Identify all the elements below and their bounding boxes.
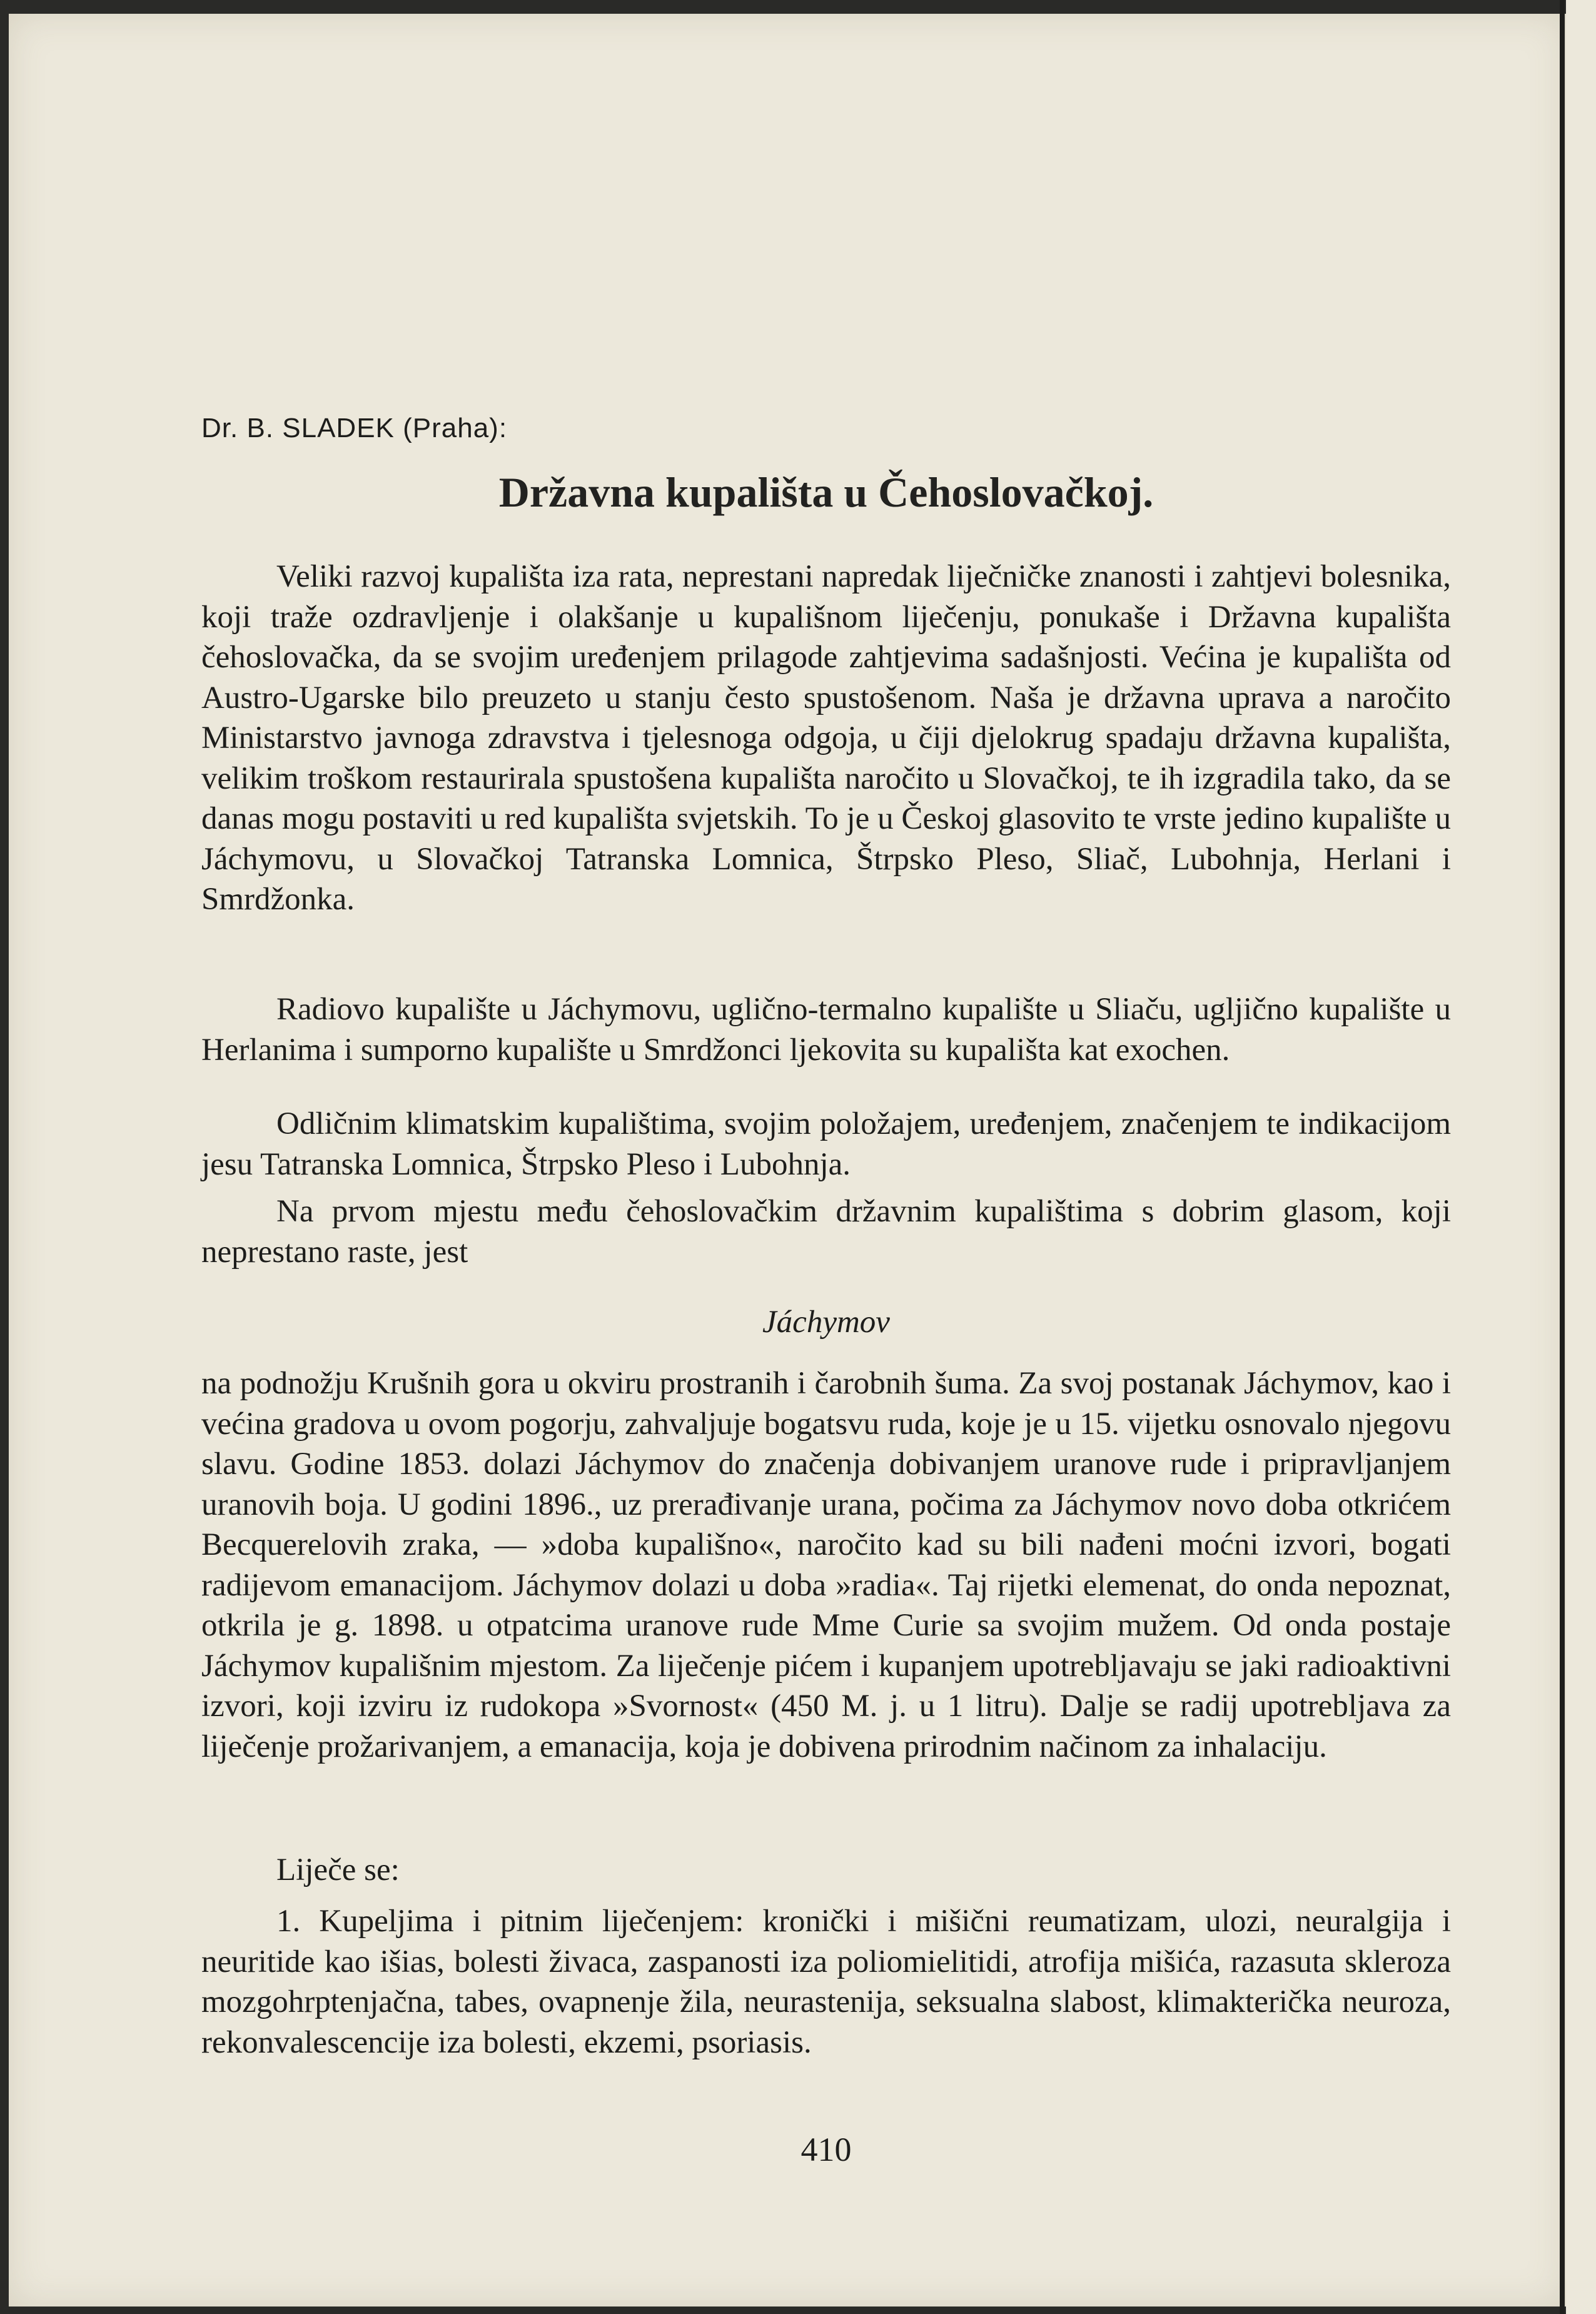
author-line: Dr. B. SLADEK (Praha): (201, 413, 508, 443)
paragraph-intro: Veliki razvoj kupališta iza rata, neprestani napredak liječničke znanosti i zahtjevi bolesnika, koji traže ozdravljenje i olakšanje u kupališnom liječenju, ponukaše i Državna kupališta čehoslovačka, da se svojim uređenjem prilagode zahtjevima sadašnjosti. Većina je kupališta od Austro-Ugarske bilo preuzeto u stanju često spustošenom. Naša je državna uprava a naročito Ministarstvo javnoga zdravstva i tjelesnoga odgoja, u čiji djelokrug spadaju državna kupališta, velikim troškom restaurirala spustošena kupališta naročito u Slovačkoj, te ih izgradila tako, da se danas mogu postaviti u red kupališta svjetskih. To je u Českoj glasovito te vrste jedino kupalište u Jáchymovu, u Slovačkoj Tatranska Lomnica, Štrpsko Pleso, Sliač, Lubohnja, Herlani i Smrdžonka. (201, 559, 1451, 917)
page-binding-edge (1560, 0, 1565, 2314)
page-number: 410 (801, 2131, 852, 2168)
scan-top-border (0, 0, 1596, 14)
paragraph-treats: Liječe se: (276, 1852, 400, 1887)
paragraph-indications-list: 1. Kupeljima i pitnim liječenjem: kronički i mišični reumatizam, ulozi, neuralgija i neuritide kao išias, bolesti živaca, zaspanosti iza poliomielitidi, atrofija mišića, razasuta skleroza mozgohrptenjačna, tabes, ovapnenje žila, neurastenija, seksualna slabost, klimakterička neuroza, rekonvalescencije iza bolesti, ekzemi, psoriasis. (201, 1904, 1451, 2060)
paragraph-healing-spas: Radiovo kupalište u Jáchymovu, uglično-termalno kupalište u Sliaču, ugljično kupalište u Herlanima i sumporno kupalište u Smrdžonci ljekovita su kupališta kat exochen. (201, 992, 1451, 1068)
section-heading-jachymov: Jáchymov (762, 1305, 890, 1340)
paragraph-first-place: Na prvom mjestu među čehoslovačkim državnim kupalištima s dobrim glasom, koji neprestano raste, jest (201, 1194, 1451, 1270)
article-title: Državna kupališta u Čehoslovačkoj. (498, 468, 1154, 516)
next-page-edge (1566, 0, 1596, 2314)
paragraph-jachymov: na podnožju Krušnih gora u okviru prostranih i čarobnih šuma. Za svoj postanak Jáchymov, kao i većina gradova u ovom pogorju, zahvaljuje bogatsvu ruda, koje je u 15. vijetku osnovalo njegovu slavu. Godine 1853. dolazi Jáchymov do značenja dobivanjem uranove rude i pripravljanjem uranovih boja. U godini 1896., uz prerađivanje urana, počima za Jáchymov novo doba otkrićem Becquerelovih zraka, — »doba kupališno«, naročito kad su bili nađeni moćni izvori, bogati radijevom emanacijom. Jáchymov dolazi u doba »radia«. Taj rijetki elemenat, do onda nepoznat, otkrila je g. 1898. u otpatcima uranove rude Mme Curie sa svojim mužem. Od onda postaje Jáchymov kupališnim mjestom. Za liječenje pićem i kupanjem upotrebljavaju se jaki radioaktivni izvori, koji izviru iz rudokopa »Svornost« (450 M. j. u 1 litru). Dalje se radij upotrebljava za liječenje prožarivanjem, a emanacija, koja je dobivena prirodnim načinom za inhalaciju. (201, 1366, 1451, 1764)
paragraph-climatic-spas: Odličnim klimatskim kupalištima, svojim položajem, uređenjem, značenjem te indikacijom jesu Tatranska Lomnica, Štrpsko Pleso i Lubohnja. (201, 1106, 1451, 1182)
